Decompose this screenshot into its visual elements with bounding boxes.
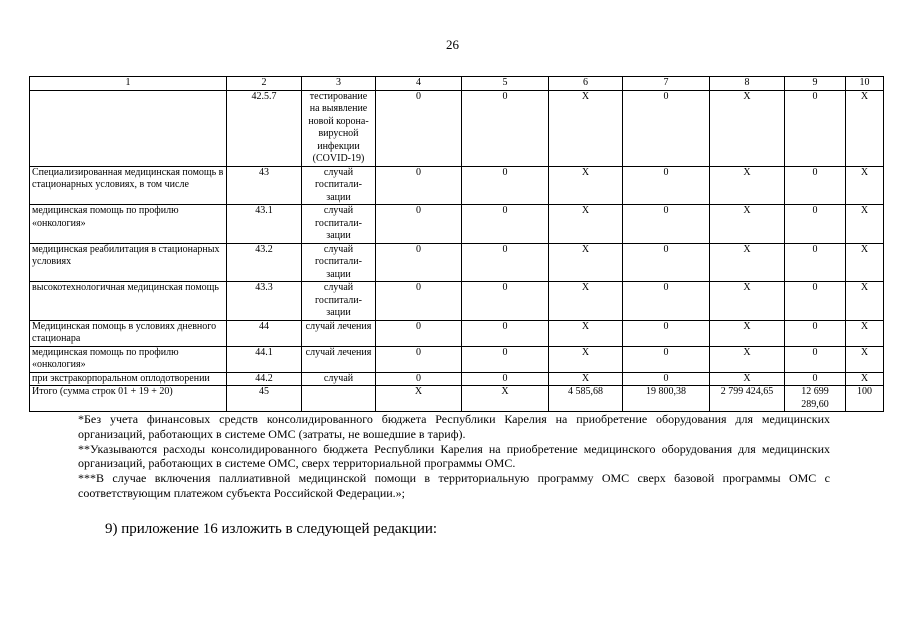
row-unit: случай госпитали-зации [302, 282, 376, 321]
table-cell: 2 799 424,65 [710, 386, 785, 412]
table-cell: X [549, 320, 623, 346]
table-cell: 0 [376, 205, 462, 244]
table-cell: X [549, 243, 623, 282]
row-unit: случай госпитали-зации [302, 166, 376, 205]
table-cell: 0 [376, 282, 462, 321]
row-number: 44 [227, 320, 302, 346]
header-cell: 1 [30, 77, 227, 91]
table-cell: X [549, 282, 623, 321]
table-cell: X [710, 346, 785, 372]
table-cell: 4 585,68 [549, 386, 623, 412]
header-cell: 5 [462, 77, 549, 91]
table-cell: X [846, 282, 884, 321]
table-row [30, 320, 884, 346]
footnote-3: ***В случае включения паллиативной медицинской помощи в территориальную программу ОМС сверх базовой программы ОМС с соответствующим платежом субъекта Российской Федерации.»; [78, 471, 830, 500]
row-description: Медицинская помощь в условиях дневного стационара [30, 320, 227, 346]
row-number: 44.1 [227, 346, 302, 372]
header-cell: 4 [376, 77, 462, 91]
table-cell: 0 [462, 243, 549, 282]
header-cell: 6 [549, 77, 623, 91]
table-cell: 0 [462, 90, 549, 166]
table-cell: 0 [623, 320, 710, 346]
table-header-row [30, 77, 884, 91]
table-cell: X [846, 243, 884, 282]
table-cell: X [549, 90, 623, 166]
table-cell: 0 [376, 372, 462, 386]
table-cell: 0 [376, 346, 462, 372]
table-row [30, 346, 884, 372]
footnote-2: **Указываются расходы консолидированного бюджета Республики Карелия на приобретение медицинского оборудования для медицинских организаций, работающих в системе ОМС, сверх территориальной программы ОМС. [78, 441, 830, 471]
row-unit: тестирование на выявление новой корона-вирусной инфекции (COVID-19) [302, 90, 376, 166]
row-number: 43 [227, 166, 302, 205]
table-cell: 0 [376, 320, 462, 346]
row-description: медицинская помощь по профилю «онкология» [30, 205, 227, 244]
table-cell: 0 [785, 282, 846, 321]
row-number: 42.5.7 [227, 90, 302, 166]
page-number: 26 [446, 37, 459, 52]
table-cell: 0 [623, 205, 710, 244]
footnotes [78, 412, 830, 501]
row-number: 43.2 [227, 243, 302, 282]
row-description: Итого (сумма строк 01 + 19 + 20) [30, 386, 227, 412]
table-cell: 12 699 289,60 [785, 386, 846, 412]
table-cell: 0 [785, 90, 846, 166]
table-cell: 0 [623, 282, 710, 321]
header-cell: 3 [302, 77, 376, 91]
header-cell: 2 [227, 77, 302, 91]
row-number: 43.3 [227, 282, 302, 321]
table-row [30, 282, 884, 321]
header-cell: 10 [846, 77, 884, 91]
row-description: медицинская реабилитация в стационарных условиях [30, 243, 227, 282]
table-cell: X [376, 386, 462, 412]
table-row [30, 243, 884, 282]
row-description: высокотехнологичная медицинская помощь [30, 282, 227, 321]
table-cell: X [846, 320, 884, 346]
table-cell: 0 [376, 243, 462, 282]
row-unit: случай [302, 372, 376, 386]
table-cell: X [549, 205, 623, 244]
row-unit: случай лечения [302, 320, 376, 346]
table-cell: X [846, 205, 884, 244]
table-cell: X [846, 346, 884, 372]
table-cell: 0 [462, 282, 549, 321]
row-description [30, 90, 227, 166]
table-row [30, 205, 884, 244]
table-cell: 0 [785, 205, 846, 244]
row-number: 44.2 [227, 372, 302, 386]
table-cell: 19 800,38 [623, 386, 710, 412]
table-cell: X [846, 372, 884, 386]
table-cell: 0 [623, 372, 710, 386]
table-cell: X [462, 386, 549, 412]
table-cell: 0 [462, 372, 549, 386]
table-cell: 0 [462, 346, 549, 372]
header-cell: 7 [623, 77, 710, 91]
row-unit: случай госпитали-зации [302, 243, 376, 282]
row-description: при экстракорпоральном оплодотворении [30, 372, 227, 386]
row-number: 45 [227, 386, 302, 412]
header-cell: 8 [710, 77, 785, 91]
row-description: Специализированная медицинская помощь в стационарных условиях, в том числе [30, 166, 227, 205]
table-cell: X [549, 346, 623, 372]
table-cell: X [710, 243, 785, 282]
table-total-row [30, 386, 884, 412]
row-unit: случай госпитали-зации [302, 205, 376, 244]
table-cell: 0 [785, 166, 846, 205]
table-row [30, 372, 884, 386]
footnote-1: *Без учета финансовых средств консолидированного бюджета Республики Карелия на приобретение оборудования для медицинских организаций, работающих в системе ОМС (затраты, не вошедшие в тариф). [78, 412, 830, 441]
header-cell: 9 [785, 77, 846, 91]
table-cell: X [710, 166, 785, 205]
table-cell: X [710, 282, 785, 321]
table-row [30, 166, 884, 205]
table-row [30, 90, 884, 166]
table-cell: 0 [623, 243, 710, 282]
table-cell: 100 [846, 386, 884, 412]
table-cell: X [846, 90, 884, 166]
table-cell: 0 [785, 346, 846, 372]
table-cell: 0 [462, 205, 549, 244]
data-table [29, 76, 884, 412]
table-cell: X [710, 320, 785, 346]
table-cell: 0 [376, 90, 462, 166]
table-cell: 0 [623, 346, 710, 372]
table-cell: X [710, 372, 785, 386]
table-cell: X [710, 205, 785, 244]
row-unit [302, 386, 376, 412]
row-description: медицинская помощь по профилю «онкология» [30, 346, 227, 372]
table-cell: 0 [785, 372, 846, 386]
table-cell: 0 [376, 166, 462, 205]
row-number: 43.1 [227, 205, 302, 244]
table-cell: 0 [623, 166, 710, 205]
table-cell: 0 [785, 320, 846, 346]
table-cell: 0 [462, 166, 549, 205]
table-cell: X [549, 166, 623, 205]
table-cell: X [549, 372, 623, 386]
table-cell: X [710, 90, 785, 166]
row-unit: случай лечения [302, 346, 376, 372]
table-cell: 0 [623, 90, 710, 166]
amendment-line: 9) приложение 16 изложить в следующей редакции: [105, 521, 438, 537]
table-cell: 0 [462, 320, 549, 346]
table-cell: 0 [785, 243, 846, 282]
table-cell: X [846, 166, 884, 205]
